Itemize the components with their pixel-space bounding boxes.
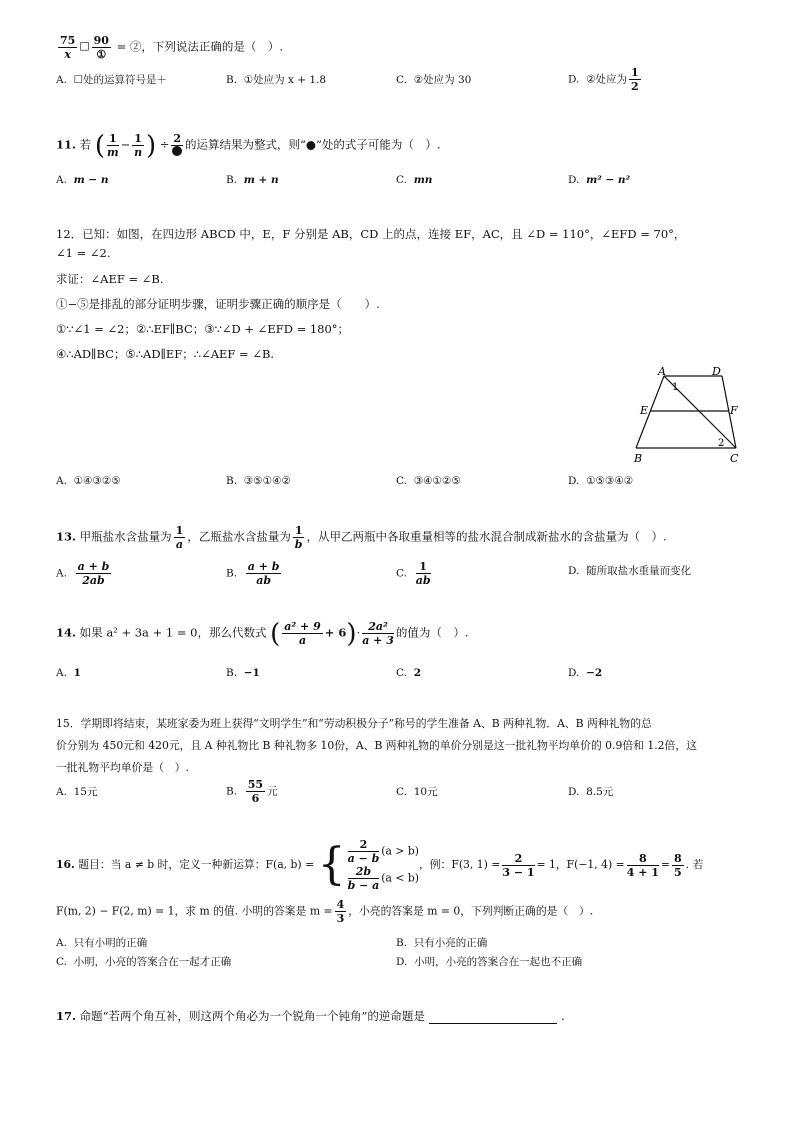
q11-stem: 11. 若 ( $\frac{1}{m}$ − $\frac{1}{n}$ ) ÷ 2 的运算结果为整式，则“●”处的式子可能为（ ）. [56,130,441,161]
q15-line-2: 价分别为 450元和 420元，且 A 种礼物比 B 种礼物多 10份，A、B 两种礼物的单价分别是这一批礼物平均单价的 0.9倍和 1.2倍，这 [56,739,697,752]
q16-option-c[interactable]: C. 小明，小亮的答案合在一起才正确 [56,956,232,968]
q17-answer-blank[interactable] [429,1013,557,1024]
q15-line-3: 一批礼物平均单价是（ ）. [56,761,189,774]
label-d: D [712,366,721,378]
q14-option-c[interactable]: C. 2 [396,667,421,679]
q10-option-b[interactable]: B. ①处应为 x + 1.8 [226,74,327,86]
q14-stem: 14. 如果 a² + 3a + 1 = 0，那么代数式 ( $\frac{\text{a² + 9}}{a}$ + 6)· $\frac{\text{2a²}}{a + 3}$ 的值为（ ）. [56,618,469,649]
q11-option-c[interactable]: C. mn [396,174,433,186]
q14-option-b[interactable]: B. −1 [226,667,260,679]
q10-stem-text: = ②，下列说法正确的是（ ）. [116,39,284,54]
q12-option-a[interactable]: A. ①④③②⑤ [56,475,121,487]
q16-option-b[interactable]: B. 只有小亮的正确 [396,937,488,949]
q17-stem: 17. 命题“若两个角互补，则这两个角必为一个锐角一个钝角”的逆命题是 . [56,1009,565,1023]
q10-option-d[interactable]: D. ②处应为 $\frac{1}{2}$ [568,66,639,93]
q16-line-1: 16. 题目：当 a ≠ b 时，定义一种新运算：F(a, b) = { $\frac{2}{a - b}$ (a > b) $\frac{2b}{b - a}$ (a < b) ，例：F(3, 1) = $\frac{2}{3 - 1}$ = 1，F(−1, 4) = $\frac{8}{4 + 1}$ = $\frac{8}{5}$ . 若 [56,838,704,892]
q12-line-5: ①∵∠1 = ∠2；②∴EF∥BC；③∵∠D + ∠EFD = 180°； [56,322,350,336]
q12-line-1: 12．已知：如图，在四边形 ABCD 中，E，F 分别是 AB，CD 上的点，连接 EF，AC，且 ∠D = 110°，∠EFD = 70°， [56,227,686,241]
q16-line-2: F(m, 2) − F(2, m) = 1，求 m 的值. 小明的答案是 m = $\frac{4}{3}$ ，小亮的答案是 m = 0，下列判断正确的是（ ）. [56,898,594,925]
q15-option-a[interactable]: A. 15元 [56,786,98,798]
q10-fraction-2: $\frac{90}{\text{①}}$ [93,34,109,61]
angle-1-label: 1 [672,382,679,393]
q14-option-d[interactable]: D. −2 [568,667,603,679]
q12-option-b[interactable]: B. ③⑤①④② [226,475,291,487]
q13-stem: 13. 甲瓶盐水含盐量为 $\frac{1}{a}$ ，乙瓶盐水含盐量为 $\frac{1}{b}$ ，从甲乙两瓶中各取重量相等的盐水混合制成新盐水的含盐量为（ ）. [56,524,667,551]
q11-option-d[interactable]: D. m² − n² [568,174,631,186]
label-b: B [634,452,643,465]
q10-stem [56,34,283,61]
q12-line-2: ∠1 = ∠2. [56,246,111,260]
label-a: A [658,366,666,378]
q10-fraction-1: $\frac{75}{x}$ [60,34,76,61]
label-e: E [640,404,649,417]
q13-option-a[interactable]: A. $\frac{a + b}{2ab}$ [56,560,110,587]
q13-option-c[interactable]: C. $\frac{1}{ab}$ [396,560,431,587]
q12-line-3: 求证：∠AEF = ∠B. [56,272,164,286]
q14-option-a[interactable]: A. 1 [56,667,81,679]
q10-option-c[interactable]: C. ②处应为 30 [396,74,472,86]
q13-option-b[interactable]: B. $\frac{a + b}{ab}$ [226,560,280,587]
q15-option-b[interactable]: B. $\frac{55}{6}$ 元 [226,778,278,805]
q12-line-4: ①−⑤是排乱的部分证明步骤，证明步骤正确的顺序是（ ）. [56,297,380,311]
q12-option-d[interactable]: D. ①⑤③④② [568,475,634,487]
angle-2-label: 2 [718,438,725,449]
q15-line-1: 15．学期即将结束，某班家委为班上获得“文明学生”和“劳动积极分子”称号的学生准备 A、B 两种礼物．A、B 两种礼物的总 [56,717,652,730]
q10-option-a[interactable]: A. ☐处的运算符号是＋ [56,74,168,86]
q10-operator-box: ☐ [79,39,90,54]
q13-option-d[interactable]: D. 随所取盐水重量而变化 [568,565,692,577]
q11-option-a[interactable]: A. m − n [56,174,109,186]
q15-option-c[interactable]: C. 10元 [396,786,438,798]
q12-quadrilateral-figure [630,366,750,466]
q16-option-d[interactable]: D. 小明，小亮的答案合在一起也不正确 [396,956,583,968]
q11-option-b[interactable]: B. m + n [226,174,279,186]
q12-line-6: ④∴AD∥BC；⑤∴AD∥EF；∴∠AEF = ∠B. [56,347,275,361]
black-dot-icon [172,146,182,156]
label-c: C [730,452,739,465]
q16-option-a[interactable]: A. 只有小明的正确 [56,937,148,949]
label-f: F [730,404,738,417]
q15-option-d[interactable]: D. 8.5元 [568,786,614,798]
q12-option-c[interactable]: C. ③④①②⑤ [396,475,461,487]
